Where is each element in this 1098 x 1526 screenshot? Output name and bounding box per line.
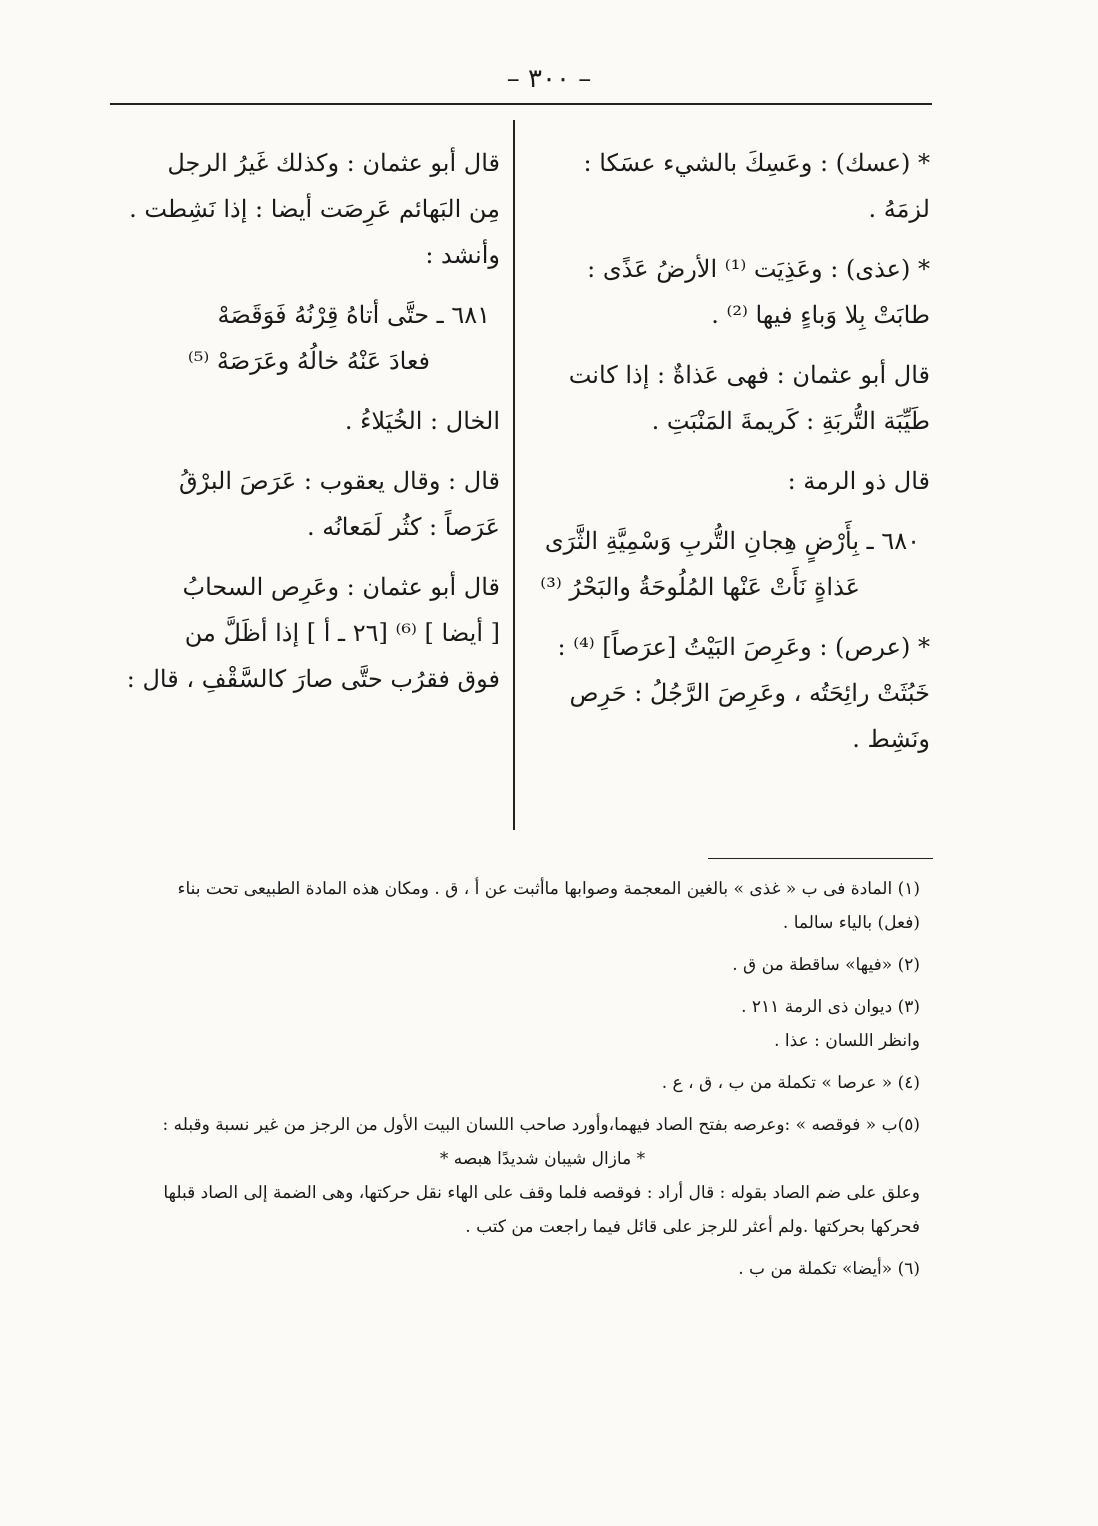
text-line: لزمَهُ .: [868, 195, 930, 223]
footnote-line: فحركها بحركتها .ولم أعثر للرجز على قائل فيما راجعت من كتب .: [465, 1217, 920, 1237]
text-line: قال أبو عثمان : وكذلك غَيرُ الرجل: [167, 149, 500, 177]
text-line: * (عرص) : وعَرِصَ البَيْتُ [عرَصاً] ⁽⁴⁾ :: [557, 633, 930, 661]
footnote-rule: [708, 858, 933, 859]
verse-line: ٦٨٠ ـ بِأَرْضٍ هِجانِ التُّربِ وَسْمِيَّةِ الثَّرَى: [544, 527, 920, 555]
footnote-line: (٥)ب « فوقصه » :وعرصه بفتح الصاد فيهما،وأورد صاحب اللسان البيت الأول من الرجز من غير نسبة وقبله :: [162, 1115, 920, 1135]
text-line: قال أبو عثمان : فهى عَذاةٌ : إذا كانت: [568, 361, 930, 389]
footnote-line: وعلق على ضم الصاد بقوله : قال أراد : فوقصه فلما وقف على الهاء نقل حركتها، وهى الضمة إلى الصاد قبلها: [163, 1183, 920, 1203]
verse-line: فعادَ عَنْهُ خالُهُ وعَرَصَهْ ⁽⁵⁾: [187, 347, 430, 375]
footnote-5: [105, 1108, 920, 1244]
footnote-line: (٣) ديوان ذى الرمة ٢١١ .: [741, 997, 920, 1017]
paragraph: [110, 140, 500, 278]
header-rule: [110, 103, 932, 105]
footnote-line: (فعل) بالياء سالما .: [782, 913, 920, 933]
footnote-6: [105, 1252, 920, 1286]
column-divider: [513, 120, 515, 830]
paragraph: [110, 458, 500, 550]
paragraph: [535, 458, 930, 504]
text-line: فوق فقرُب حتَّى صارَ كالسَّقْفِ ، قال :: [126, 665, 500, 693]
verse-681: [110, 292, 500, 384]
footnote-line: وانظر اللسان : عذا .: [774, 1031, 920, 1051]
page-number: – ٣٠٠ –: [506, 64, 592, 94]
text-line: ونَشِط .: [852, 725, 930, 753]
right-column: [535, 140, 930, 776]
footnote-3: [105, 990, 920, 1058]
footnote-line: (١) المادة فى ب « غذى » بالغين المعجمة وصوابها ماأثبت عن أ ، ق . ومكان هذه المادة الطبيعى تحت بناء: [177, 879, 920, 899]
paragraph: [535, 352, 930, 444]
footnotes: [105, 872, 920, 1294]
text-line: خَبُثَتْ رائِحَتُه ، وعَرِصَ الرَّجُلُ : حَرِص: [569, 679, 930, 707]
text-line: طابَتْ بِلا وَباءٍ فيها ⁽²⁾ .: [711, 301, 930, 329]
entry-adhi: [535, 246, 930, 338]
footnote-4: [105, 1066, 920, 1100]
verse-line: عَذاةٍ نَأَتْ عَنْها المُلُوحَةُ والبَحْرُ ⁽³⁾: [540, 573, 860, 601]
text-line: مِن البَهائم عَرِصَت أيضا : إذا نَشِطت .: [129, 195, 500, 223]
text-line: عَرَصاً : كثُر لَمَعانُه .: [306, 513, 500, 541]
left-column: [110, 140, 500, 716]
verse-680: [535, 518, 930, 610]
verse-line: ٦٨١ ـ حتَّى أتاهُ قِرْنُهُ فَوَقَصَهْ: [217, 301, 490, 329]
text-line: طَيِّبَة التُّربَةِ : كَريمةَ المَنْبَتِ .: [651, 407, 930, 435]
paragraph: [110, 564, 500, 702]
footnote-line: (٦) «أيضا» تكملة من ب .: [738, 1259, 920, 1279]
paragraph: [110, 398, 500, 444]
text-line: قال أبو عثمان : وعَرِص السحابُ: [182, 573, 500, 601]
text-line: قال : وقال يعقوب : عَرَصَ البرْقُ: [178, 467, 500, 495]
text-line: * (عسك) : وعَسِكَ بالشيء عسَكا :: [583, 149, 930, 177]
text-line: قال ذو الرمة :: [787, 467, 930, 495]
footnote-2: [105, 948, 920, 982]
entry-aras: [535, 624, 930, 762]
text-line: [ أيضا ] ⁽⁶⁾ [٢٦ ـ أ ] إذا أظَلَّ من: [184, 619, 500, 647]
text-line: وأنشد :: [425, 241, 500, 269]
footnote-line: (٢) «فيها» ساقطة من ق .: [732, 955, 920, 975]
footnote-line: (٤) « عرصا » تكملة من ب ، ق ، ع .: [661, 1073, 920, 1093]
text-line: الخال : الخُيَلاءُ .: [344, 407, 500, 435]
footnote-verse: * مازال شيبان شديدًا هبصه *: [439, 1149, 646, 1169]
text-line: * (عذى) : وعَذِيَت ⁽¹⁾ الأرضُ عَذًى :: [587, 255, 930, 283]
entry-asak: [535, 140, 930, 232]
footnote-1: [105, 872, 920, 940]
